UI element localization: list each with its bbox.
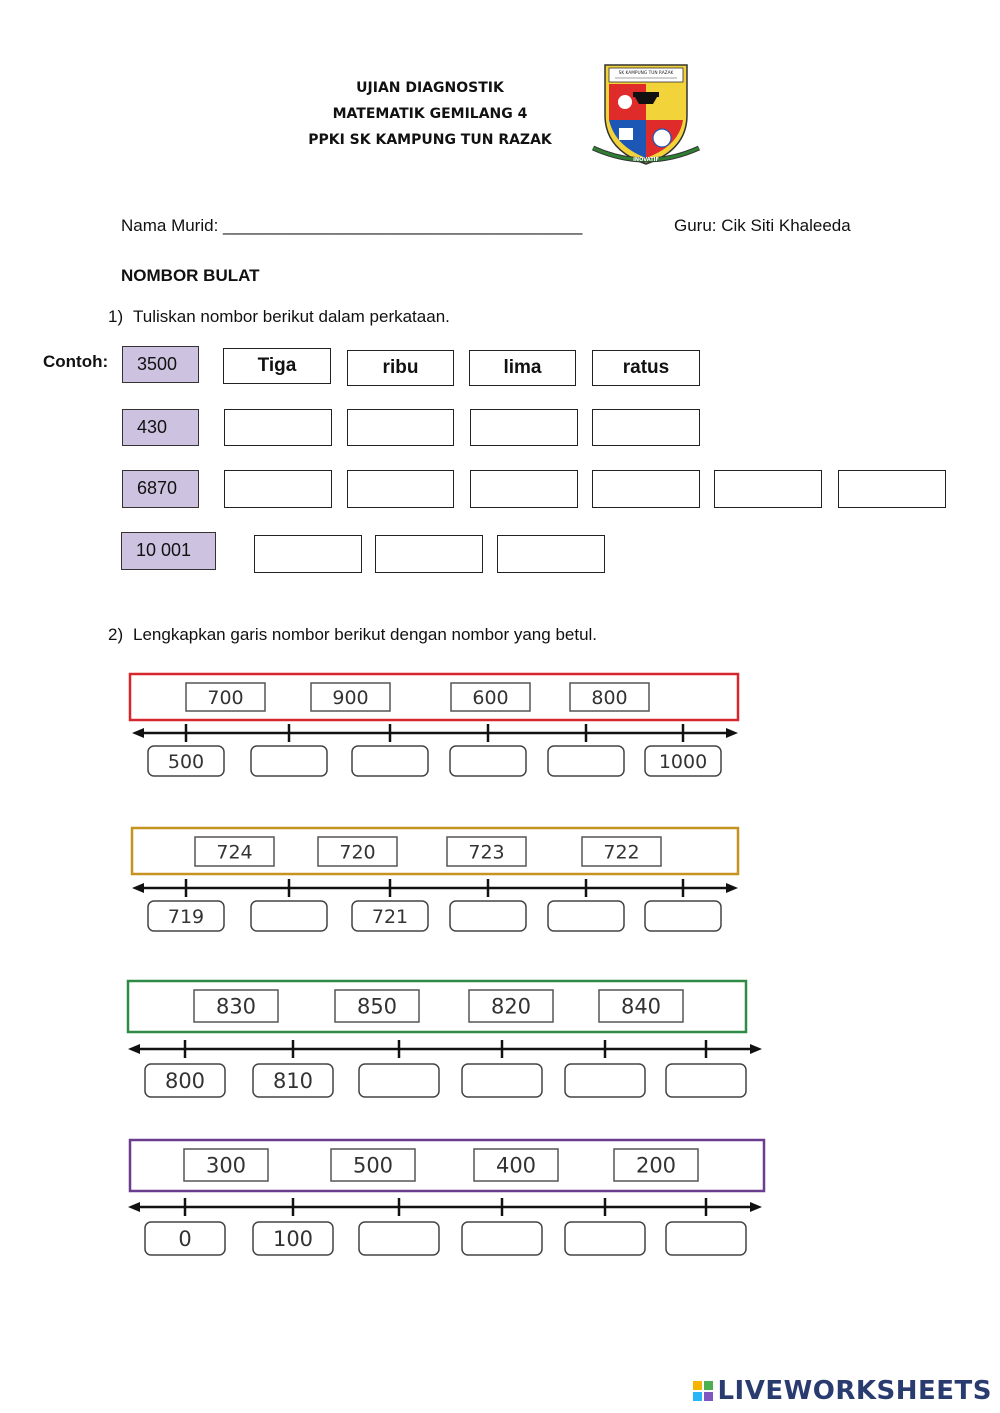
example-label: Contoh: xyxy=(43,352,109,371)
q1-number: 1) xyxy=(108,307,124,326)
tick-answer-input[interactable] xyxy=(565,1222,645,1255)
tick-value-label: 100 xyxy=(272,1227,314,1252)
tick-value-label: 800 xyxy=(164,1069,206,1094)
option-number-label: 300 xyxy=(205,1153,247,1178)
option-number-label: 723 xyxy=(468,841,505,864)
arrow-left-icon xyxy=(128,1202,140,1212)
option-number-label: 700 xyxy=(207,686,244,709)
tick-answer-input[interactable] xyxy=(565,1064,645,1097)
number-box: 6870 xyxy=(122,470,199,508)
option-number-label: 724 xyxy=(216,841,253,864)
header-line-3: PPKI SK KAMPUNG TUN RAZAK xyxy=(308,132,552,148)
arrow-right-icon xyxy=(726,883,738,893)
option-number-label: 800 xyxy=(591,686,628,709)
teacher-label: Guru: Cik Siti Khaleeda xyxy=(674,216,851,235)
example-word-box: ribu xyxy=(347,350,454,386)
logo-top-text: SK KAMPUNG TUN RAZAK xyxy=(618,71,674,76)
tick-answer-input[interactable] xyxy=(462,1064,542,1097)
tick-answer-input[interactable] xyxy=(359,1064,439,1097)
tick-answer-input[interactable] xyxy=(450,901,526,931)
tick-value-label: 721 xyxy=(371,905,409,928)
option-number-label: 200 xyxy=(635,1153,677,1178)
number-box: 10 001 xyxy=(121,532,216,570)
option-number-label: 600 xyxy=(472,686,509,709)
liveworksheets-logo-icon xyxy=(693,1381,713,1401)
arrow-right-icon xyxy=(750,1044,762,1054)
option-number-label: 840 xyxy=(620,994,662,1019)
logo-bottom-text: INOVATIF xyxy=(633,157,659,163)
tick-answer-input[interactable] xyxy=(251,746,327,776)
tick-answer-input[interactable] xyxy=(666,1064,746,1097)
tick-answer-input[interactable] xyxy=(251,901,327,931)
q2-number: 2) xyxy=(108,625,124,644)
header-line-1: UJIAN DIAGNOSTIK xyxy=(356,80,504,96)
option-number-label: 720 xyxy=(339,841,376,864)
q1-instruction: Tuliskan nombor berikut dalam perkataan. xyxy=(133,307,450,326)
arrow-left-icon xyxy=(132,883,144,893)
tick-value-label: 1000 xyxy=(658,750,708,773)
option-number-label: 830 xyxy=(215,994,257,1019)
option-number-label: 722 xyxy=(603,841,640,864)
option-number-label: 900 xyxy=(332,686,369,709)
option-number-label: 400 xyxy=(495,1153,537,1178)
number-box: 430 xyxy=(122,409,199,446)
tick-answer-input[interactable] xyxy=(548,746,624,776)
student-name-label: Nama Murid: ______________________________________ xyxy=(121,216,583,235)
example-number-box: 3500 xyxy=(122,346,199,383)
tick-answer-input[interactable] xyxy=(450,746,526,776)
arrow-right-icon xyxy=(726,728,738,738)
example-word-box: lima xyxy=(469,350,576,386)
q2-instruction: Lengkapkan garis nombor berikut dengan nombor yang betul. xyxy=(133,625,598,644)
tick-value-label: 0 xyxy=(178,1227,192,1252)
example-word-box: ratus xyxy=(592,350,700,386)
arrow-left-icon xyxy=(132,728,144,738)
option-number-label: 820 xyxy=(490,994,532,1019)
liveworksheets-brand xyxy=(693,1376,992,1406)
option-number-label: 500 xyxy=(352,1153,394,1178)
tick-value-label: 500 xyxy=(167,750,205,773)
example-word-box: Tiga xyxy=(223,348,331,384)
arrow-right-icon xyxy=(750,1202,762,1212)
section-title: NOMBOR BULAT xyxy=(121,266,260,285)
tick-answer-input[interactable] xyxy=(548,901,624,931)
brand-text: LIVEWORKSHEETS xyxy=(717,1376,992,1406)
tick-value-label: 810 xyxy=(272,1069,314,1094)
option-number-label: 850 xyxy=(356,994,398,1019)
tick-answer-input[interactable] xyxy=(645,901,721,931)
arrow-left-icon xyxy=(128,1044,140,1054)
header-line-2: MATEMATIK GEMILANG 4 xyxy=(332,106,528,122)
tick-value-label: 719 xyxy=(167,905,205,928)
tick-answer-input[interactable] xyxy=(666,1222,746,1255)
tick-answer-input[interactable] xyxy=(352,746,428,776)
tick-answer-input[interactable] xyxy=(462,1222,542,1255)
tick-answer-input[interactable] xyxy=(359,1222,439,1255)
